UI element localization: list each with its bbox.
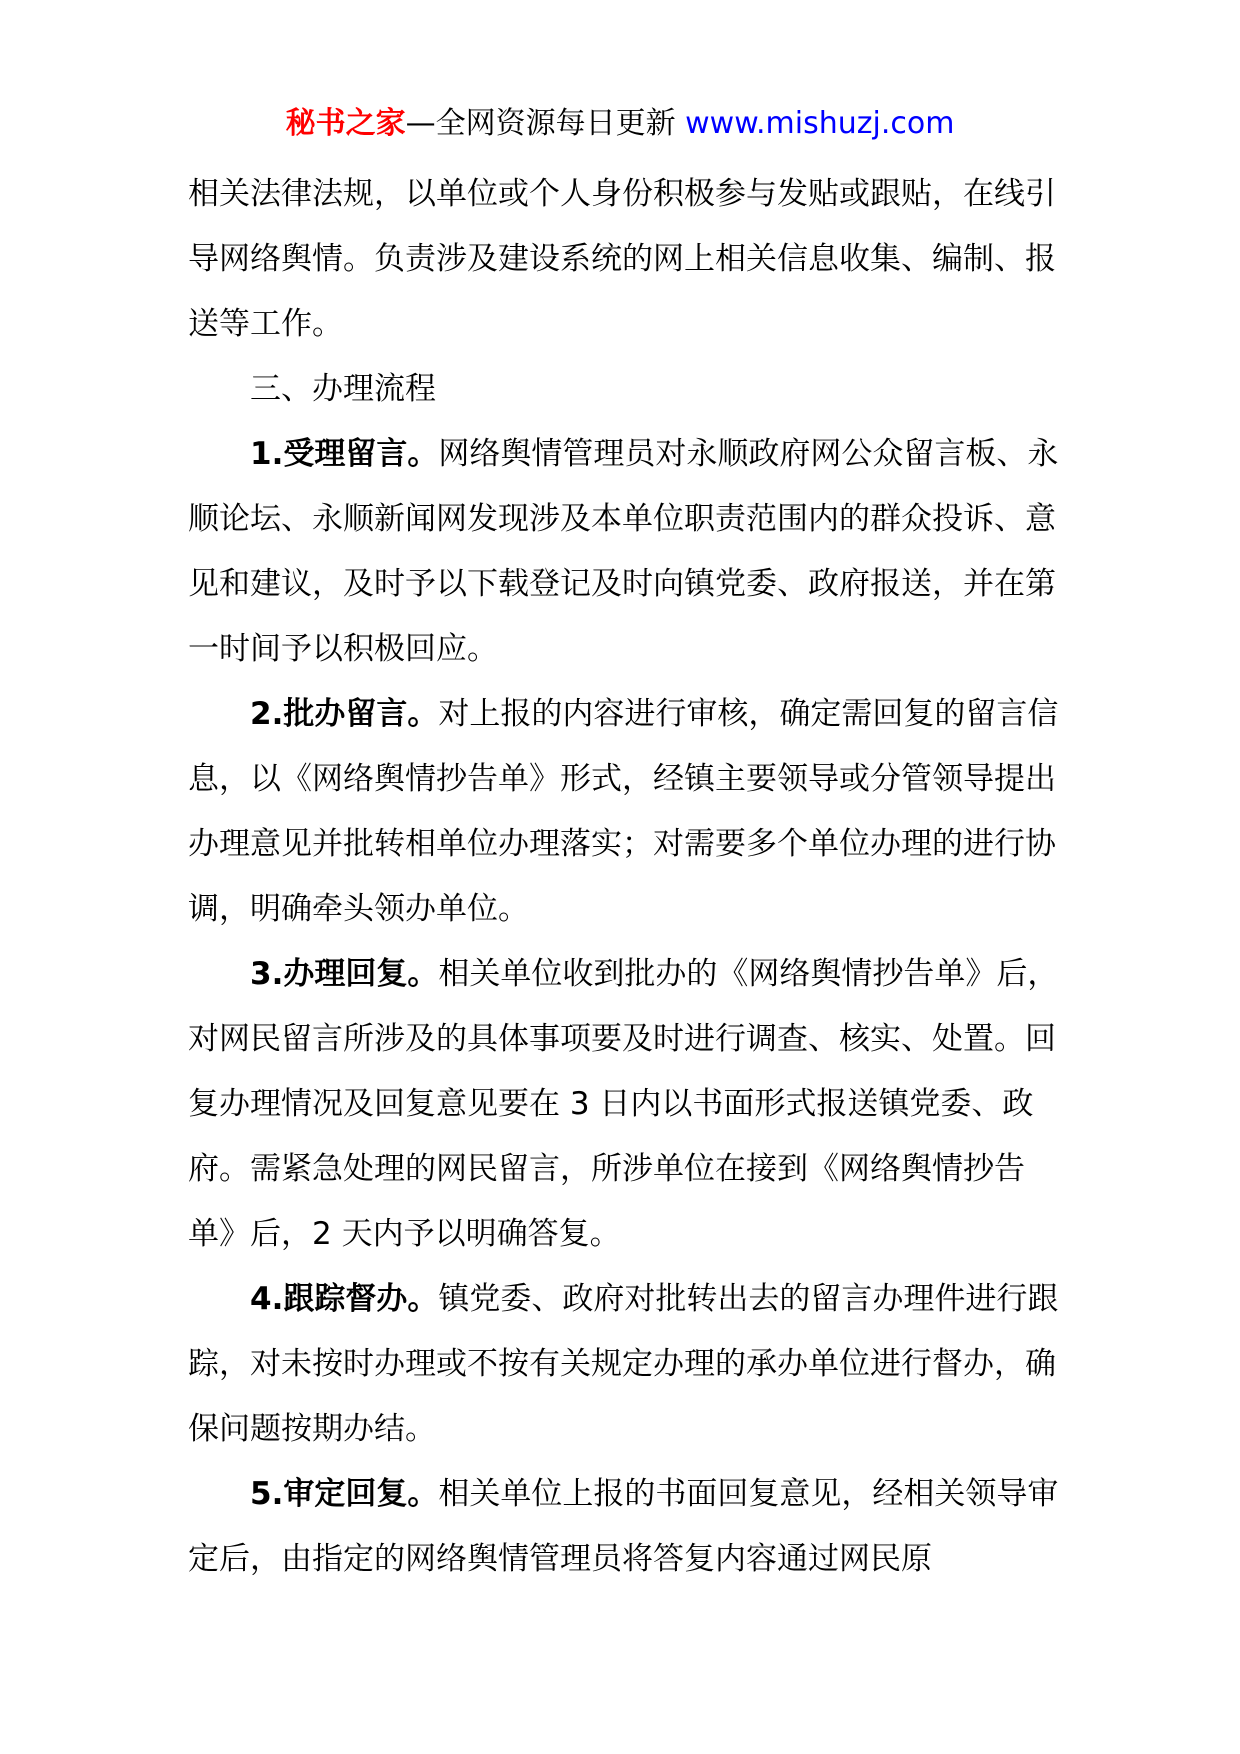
header-site-link[interactable]: www.mishuzj.com — [685, 106, 955, 141]
document-body — [188, 162, 1068, 1592]
paragraph-step-5 — [188, 1462, 1068, 1592]
header-tagline: —全网资源每日更新 — [405, 106, 686, 141]
page-header — [0, 102, 1240, 146]
section-heading-text: 三、办理流程 — [250, 371, 436, 407]
paragraph-step-3 — [188, 942, 1068, 1267]
paragraph-text: 对上报的内容进行审核，确定需回复的留言信息，以《网络舆情抄告单》形式，经镇主要领导或分管领导提出办理意见并批转相单位办理落实；对需要多个单位办理的进行协调，明确牵头领办单位。 — [188, 696, 1059, 927]
paragraph-text: 网络舆情管理员对永顺政府网公众留言板、永顺论坛、永顺新闻网发现涉及本单位职责范围内的群众投诉、意见和建议，及时予以下载登记及时向镇党委、政府报送，并在第一时间予以积极回应。 — [188, 436, 1059, 667]
step-title: 3.办理回复。 — [250, 956, 439, 992]
step-title: 4.跟踪督办。 — [250, 1281, 439, 1317]
paragraph-text: 相关单位上报的书面回复意见，经相关领导审定后，由指定的网络舆情管理员将答复内容通过网民原 — [188, 1476, 1059, 1577]
paragraph-text: 镇党委、政府对批转出去的留言办理件进行跟踪，对未按时办理或不按有关规定办理的承办单位进行督办，确保问题按期办结。 — [188, 1281, 1059, 1447]
paragraph-step-1 — [188, 422, 1068, 682]
paragraph-text: 相关法律法规，以单位或个人身份积极参与发贴或跟贴，在线引导网络舆情。负责涉及建设系统的网上相关信息收集、编制、报送等工作。 — [188, 176, 1056, 342]
header-brand: 秘书之家 — [285, 106, 406, 141]
step-title: 1.受理留言。 — [250, 436, 439, 472]
section-heading — [188, 357, 1068, 422]
step-title: 5.审定回复。 — [250, 1476, 439, 1512]
step-title: 2.批办留言。 — [250, 696, 439, 732]
paragraph-step-2 — [188, 682, 1068, 942]
paragraph-step-4 — [188, 1267, 1068, 1462]
paragraph-text: 相关单位收到批办的《网络舆情抄告单》后，对网民留言所涉及的具体事项要及时进行调查、核实、处置。回复办理情况及回复意见要在 3 日内以书面形式报送镇党委、政府。需紧急处理的网民留言，所涉单位在接到《网络舆情抄告单》后，2 天内予以明确答复。 — [188, 956, 1059, 1252]
paragraph-continuation — [188, 162, 1068, 357]
